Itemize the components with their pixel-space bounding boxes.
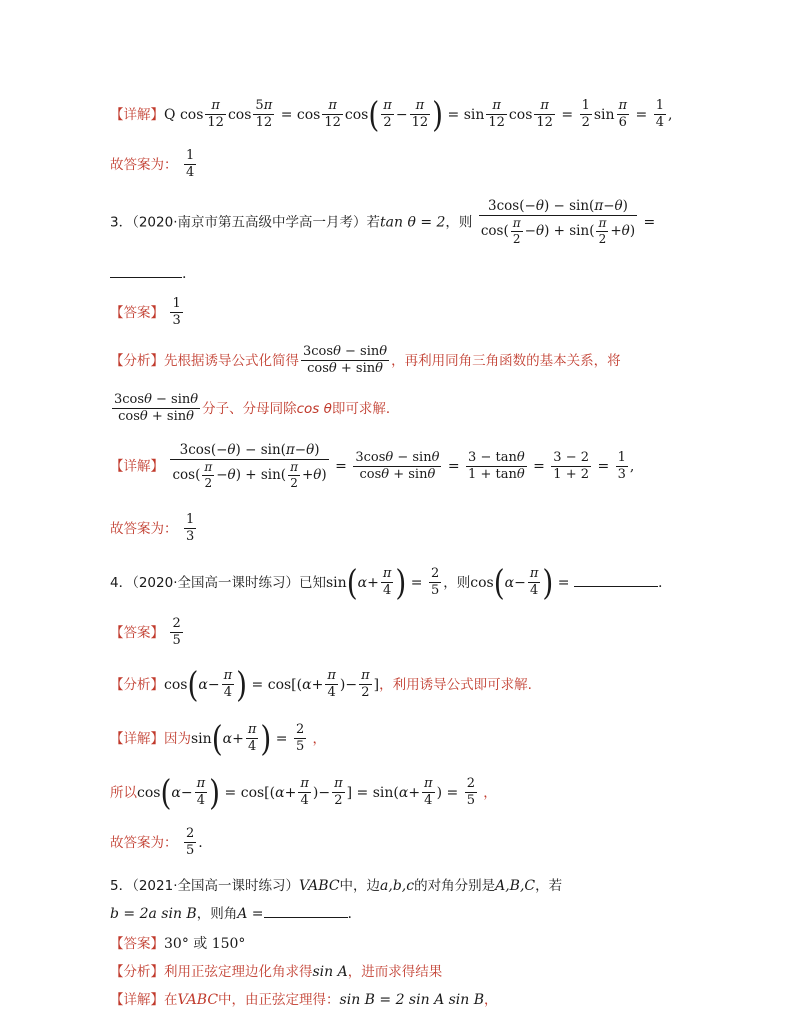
q3-analysis-cont: $\frac{3\cos\theta - \sin\theta}{\cos\theta + \sin\theta}$ 分子、分母同除cos θ即可求解． <box>114 392 400 425</box>
final-answer-label: 故答案为： <box>110 834 178 851</box>
final-answer-label: 故答案为： <box>110 156 178 173</box>
detail-label: 【详解】 <box>110 458 164 475</box>
q3-detail: 【详解】 3cos(−θ) − sin(π−θ) cos( $\frac{\pi}{2}$ −θ) + sin( $\frac{\pi}{2}$ +θ) = $\frac{3\cos\theta - \sin\theta}{\cos\theta + \sin\theta}$ = $\frac{3 - \tan\theta}{1 + \tan\theta}$ = $\frac{3 - 2}{1 + 2}$ = $\frac{1}{3}$ , <box>110 442 635 490</box>
q5-answer: 【答案】30° 或 150° <box>110 936 246 952</box>
analysis-label: 【分析】 <box>110 352 164 369</box>
q4-detail-so: 所以cos(α− $\frac{\pi}{4}$ ) = cos[(α+ $\frac{\pi}{4}$ )− $\frac{\pi}{2}$ ] = sin(α+ $\frac{\pi}{4}$ ) = $\frac{2}{5}$ ， <box>110 771 497 813</box>
answer-blank <box>110 277 182 278</box>
q3-answer: 【答案】 $\frac{1}{3}$ <box>110 296 181 329</box>
answer-blank <box>264 917 348 918</box>
detail-label: 【详解】 <box>110 992 164 1008</box>
q4-answer: 【答案】 $\frac{2}{5}$ <box>110 616 181 649</box>
q3-blank: . <box>110 266 186 282</box>
q5-question: 5．（2021·全国高一课时练习）VABC中，边a,b,c的对角分别是A,B,C，若 <box>110 878 563 894</box>
answer-label: 【答案】 <box>110 304 164 321</box>
analysis-label: 【分析】 <box>110 964 164 980</box>
answer-blank <box>574 586 658 587</box>
answer-label: 【答案】 <box>110 624 164 641</box>
q3-question: 3．（2020·南京市第五高级中学高一月考）若tan θ = 2，则 3cos(−θ) − sin(π−θ) cos( $\frac{\pi}{2}$ −θ) + sin( $\frac{\pi}{2}$ +θ) = <box>110 198 656 246</box>
q3-analysis: 【分析】先根据诱导公式化简得 $\frac{3\cos\theta - \sin\theta}{\cos\theta + \sin\theta}$ ，再利用同角三角函数的基本关系，将 <box>110 344 621 377</box>
answer-label: 【答案】 <box>110 936 164 952</box>
q5-detail: 【详解】在VABC中，由正弦定理得：sin B = 2 sin A sin B， <box>110 992 498 1008</box>
q4-question: 4．（2020·全国高一课时练习）已知sin(α+ $\frac{\pi}{4}$ ) = $\frac{2}{5}$ ，则cos(α− $\frac{\pi}{4}$ ) = . <box>110 561 663 603</box>
q5-question-cont: b = 2a sin B，则角A = . <box>110 906 352 922</box>
detail-label: 【详解】 <box>110 106 164 123</box>
q2-detail-line: 【详解】Q cos $\frac{\pi}{12}$ cos $\frac{5\pi}{12}$ = cos $\frac{\pi}{12}$ cos( $\frac{\pi}{2}$ − $\frac{\pi}{12}$ ) = sin $\frac{\pi}{12}$ cos $\frac{\pi}{12}$ = $\frac{1}{2}$ sin $\frac{\pi}{6}$ = $\frac{1}{4}$ , <box>110 93 673 135</box>
final-answer-label: 故答案为： <box>110 520 178 537</box>
q4-analysis: 【分析】cos(α− $\frac{\pi}{4}$ ) = cos[(α+ $\frac{\pi}{4}$ )− $\frac{\pi}{2}$ ]，利用诱导公式即可求解. <box>110 663 532 705</box>
q4-final-answer: 故答案为： $\frac{2}{5}$ . <box>110 826 203 859</box>
detail-label: 【详解】 <box>110 730 164 747</box>
q2-final-answer: 故答案为： $\frac{1}{4}$ <box>110 148 195 181</box>
q5-analysis: 【分析】利用正弦定理边化角求得sin A，进而求得结果 <box>110 964 443 980</box>
q4-detail: 【详解】因为sin(α+ $\frac{\pi}{4}$ ) = $\frac{2}{5}$ ， <box>110 717 327 759</box>
q3-final-answer: 故答案为： $\frac{1}{3}$ <box>110 512 195 545</box>
analysis-label: 【分析】 <box>110 676 164 693</box>
